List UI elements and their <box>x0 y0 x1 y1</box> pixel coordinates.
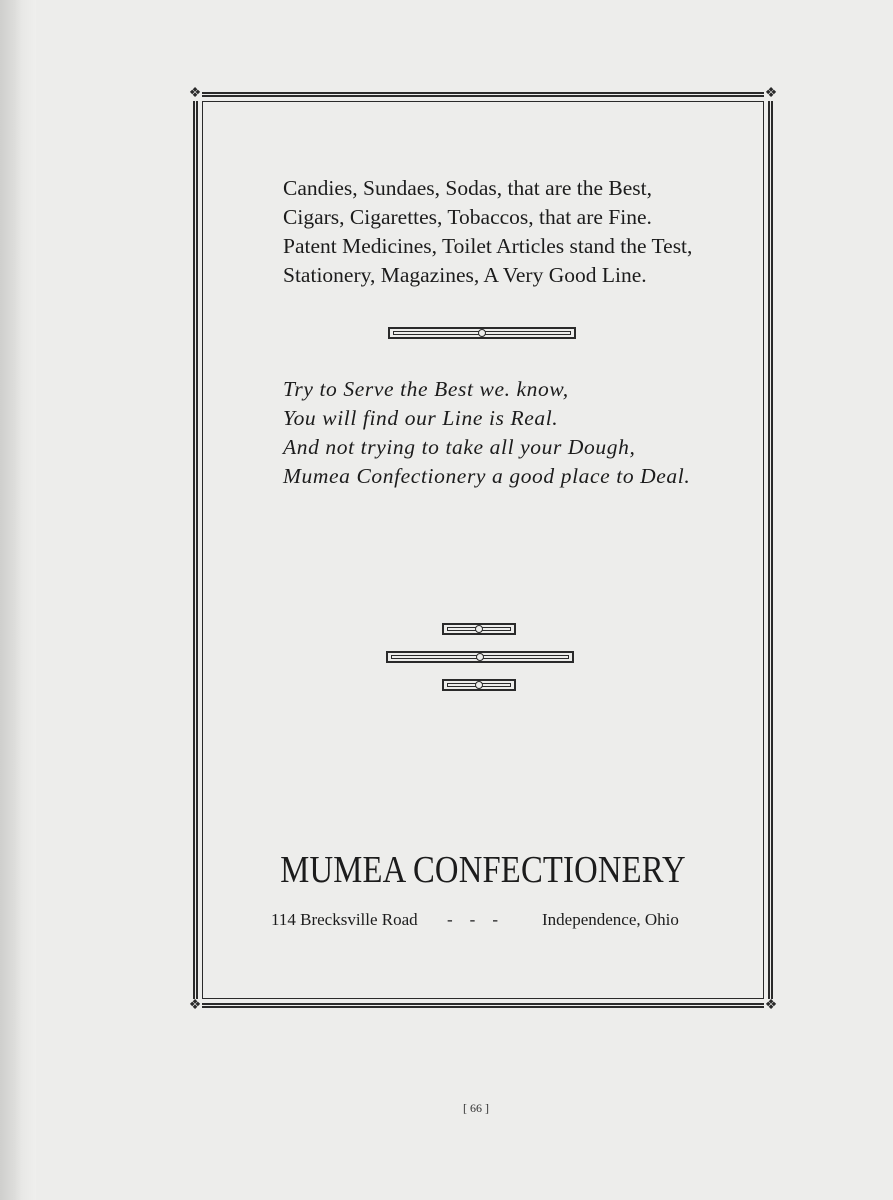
verse-two <box>283 375 763 491</box>
page-binding-edge <box>0 0 36 1200</box>
corner-ornament-icon: ❖ <box>188 86 202 101</box>
address-separator: - - - <box>447 910 498 929</box>
ornament-ring-icon <box>478 329 486 337</box>
city-state: Independence, Ohio <box>542 910 679 929</box>
verse-line: Candies, Sundaes, Sodas, that are the Best, <box>283 176 653 200</box>
street-address: 114 Brecksville Road <box>271 910 418 929</box>
divider-ornament-small <box>442 679 516 691</box>
ornament-ring-icon <box>475 625 483 633</box>
divider-ornament <box>388 327 576 339</box>
ornament-ring-icon <box>475 681 483 689</box>
verse-line: Patent Medicines, Toilet Articles stand the Test, <box>283 234 693 258</box>
corner-ornament-icon: ❖ <box>188 998 202 1013</box>
divider-ornament-long <box>386 651 574 663</box>
ornament-ring-icon <box>476 653 484 661</box>
verse-line: Stationery, Magazines, A Very Good Line. <box>283 263 647 287</box>
corner-ornament-icon: ❖ <box>764 998 778 1013</box>
verse-line: And not trying to take all your Dough, <box>283 435 636 459</box>
business-name: MUMEA CONFECTIONERY <box>280 849 686 891</box>
verse-line: Try to Serve the Best we. know, <box>283 377 569 401</box>
divider-ornament-small <box>442 623 516 635</box>
verse-line: Cigars, Cigarettes, Tobaccos, that are Fine. <box>283 205 652 229</box>
corner-ornament-icon: ❖ <box>764 86 778 101</box>
verse-line: Mumea Confectionery a good place to Deal. <box>283 464 691 488</box>
page-number: [ 66 ] <box>463 1101 489 1115</box>
verse-line: You will find our Line is Real. <box>283 406 559 430</box>
verse-one <box>283 174 763 290</box>
